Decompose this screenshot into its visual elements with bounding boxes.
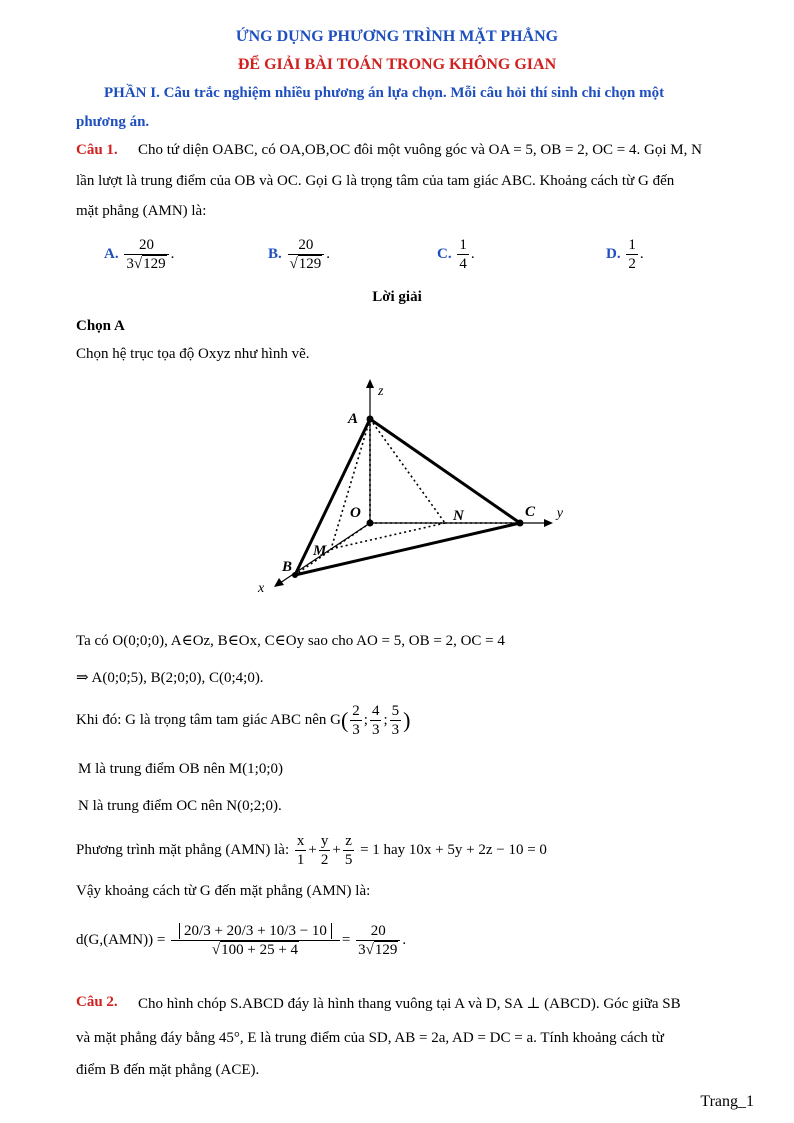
line-m: M là trung điểm OB nên M(1;0;0) — [78, 761, 283, 777]
option-b-label: B. — [268, 245, 282, 262]
part-line-2: phương án. — [76, 114, 150, 130]
label-m: M — [313, 543, 327, 559]
line-g: Khi đó: G là trọng tâm tam giác ABC nên G( $\frac{2}{3}$ ; $\frac{4}{3}$ ; $\frac{5}{3}$ ) — [76, 703, 411, 738]
solution-intro: Chọn hệ trục tọa độ Oxyz như hình vẽ. — [76, 346, 310, 362]
x-axis-arrow — [274, 578, 284, 587]
q1-label: Câu 1. — [76, 142, 118, 158]
label-n: N — [453, 508, 464, 524]
edge-am — [331, 419, 370, 549]
label-z: z — [378, 384, 384, 399]
q1-option-a: A. $\frac{20}{3√129}$ . — [104, 237, 175, 272]
point-a — [367, 416, 374, 423]
part-line-1: PHẦN I. Câu trắc nghiệm nhiều phương án lựa chọn. Mỗi câu hỏi thí sinh chỉ chọn một — [104, 85, 665, 101]
dist-res-num: 20 — [356, 922, 400, 941]
g-y-den: 3 — [371, 722, 380, 738]
label-y: y — [556, 506, 563, 521]
dist-lhs: d(G,(AMN)) = — [76, 932, 166, 948]
point-o — [367, 520, 374, 527]
q1-option-d: D. $\frac{1}{2}$ . — [606, 237, 644, 272]
q2-line-2: và mặt phẳng đáy bằng 45°, E là trung điểm của SD, AB = 2a, AD = DC = a. Tính khoảng cách từ — [76, 1030, 664, 1046]
line-coords: ⇒ A(0;0;5), B(2;0;0), C(0;4;0). — [76, 670, 264, 686]
q1-option-b: B. $\frac{20}{√129}$ . — [268, 237, 330, 272]
y-axis-arrow — [544, 519, 553, 527]
option-a-label: A. — [104, 245, 119, 262]
label-a: A — [348, 411, 359, 427]
label-c: C — [525, 504, 536, 520]
option-a-den-sqrt: 129 — [143, 256, 166, 272]
option-c-num: 1 — [459, 237, 467, 253]
edge-an — [370, 419, 445, 523]
option-c-den: 4 — [459, 256, 467, 272]
q1-line-1: Cho tứ diện OABC, có OA,OB,OC đôi một vuông góc và OA = 5, OB = 2, OC = 4. Gọi M, N — [138, 142, 702, 158]
plane-eq-tail: = 1 hay 10x + 5y + 2z − 10 = 0 — [360, 841, 547, 858]
z-axis-arrow — [366, 379, 374, 388]
q2-line-3: điểm B đến mặt phẳng (ACE). — [76, 1062, 260, 1078]
dist-res-den-prefix: 3 — [358, 942, 366, 958]
page-number: Trang_1 — [700, 1093, 754, 1110]
line-plane: Phương trình mặt phẳng (AMN) là: $\frac{x}{1}$ + $\frac{y}{2}$ + $\frac{z}{5}$ = 1 hay 10x + 5y + 2z − 10 = 0 — [76, 833, 547, 868]
plane-y-num: y — [320, 833, 329, 849]
dist-res-den-sqrt: 129 — [374, 942, 398, 958]
plane-z-num: z — [343, 832, 355, 851]
g-x-num: 2 — [352, 703, 360, 719]
edge-ac — [370, 419, 520, 523]
q2-label: Câu 2. — [76, 994, 118, 1010]
g-y-num: 4 — [371, 703, 380, 719]
dist-den: 100 + 25 + 4 — [221, 942, 299, 958]
q2-line-1: Cho hình chóp S.ABCD đáy là hình thang vuông tại A và D, SA ⊥ (ABCD). Góc giữa SB — [138, 996, 681, 1012]
label-x: x — [258, 581, 265, 596]
label-o: O — [350, 505, 361, 521]
g-z-den: 3 — [391, 722, 400, 738]
distance-formula: d(G,(AMN)) = $\frac{20/3 + 20/3 + 10/3 - 10}{√100 + 25 + 4}$ = $\frac{20}{3√129}$ . — [76, 923, 407, 958]
option-a-num: 20 — [124, 236, 168, 255]
plane-x-num: x — [296, 833, 305, 849]
option-c-label: C. — [437, 245, 452, 262]
line-taco: Ta có O(0;0;0), A∈Oz, B∈Ox, C∈Oy sao cho AO = 5, OB = 2, OC = 4 — [76, 633, 505, 649]
option-d-num: 1 — [628, 237, 636, 253]
tetrahedron-figure — [255, 375, 565, 600]
option-b-den-sqrt: 129 — [298, 256, 322, 272]
line-g-text: Khi đó: G là trọng tâm tam giác ABC nên G — [76, 711, 341, 728]
title-line-2: ĐỂ GIẢI BÀI TOÁN TRONG KHÔNG GIAN — [237, 56, 557, 73]
option-d-den: 2 — [628, 256, 636, 272]
q1-option-c: C. $\frac{1}{4}$ . — [437, 237, 475, 272]
solution-choice: Chọn A — [76, 318, 125, 334]
plane-x-den: 1 — [296, 852, 305, 868]
solution-heading: Lời giải — [372, 289, 422, 305]
option-b-num: 20 — [288, 236, 325, 255]
q1-line-2: lần lượt là trung điểm của OB và OC. Gọi G là trọng tâm của tam giác ABC. Khoảng cách từ G đến — [76, 173, 675, 189]
g-x-den: 3 — [352, 722, 360, 738]
point-b — [292, 572, 298, 578]
line-dist: Vậy khoảng cách từ G đến mặt phẳng (AMN) là: — [76, 883, 371, 899]
option-d-label: D. — [606, 245, 621, 262]
point-c — [517, 520, 524, 527]
g-z-num: 5 — [391, 703, 400, 719]
edge-ab — [295, 419, 370, 575]
line-n: N là trung điểm OC nên N(0;2;0). — [78, 798, 282, 814]
q1-line-3: mặt phẳng (AMN) là: — [76, 203, 207, 219]
dist-num: 20/3 + 20/3 + 10/3 − 10 — [179, 923, 332, 939]
plane-z-den: 5 — [344, 852, 353, 868]
title-line-1: ỨNG DỤNG PHƯƠNG TRÌNH MẶT PHẲNG — [235, 28, 559, 45]
edge-bc — [295, 523, 520, 575]
plane-y-den: 2 — [320, 852, 329, 868]
option-a-den-prefix: 3 — [126, 256, 134, 272]
label-b: B — [282, 559, 293, 575]
line-plane-text: Phương trình mặt phẳng (AMN) là: — [76, 841, 290, 858]
